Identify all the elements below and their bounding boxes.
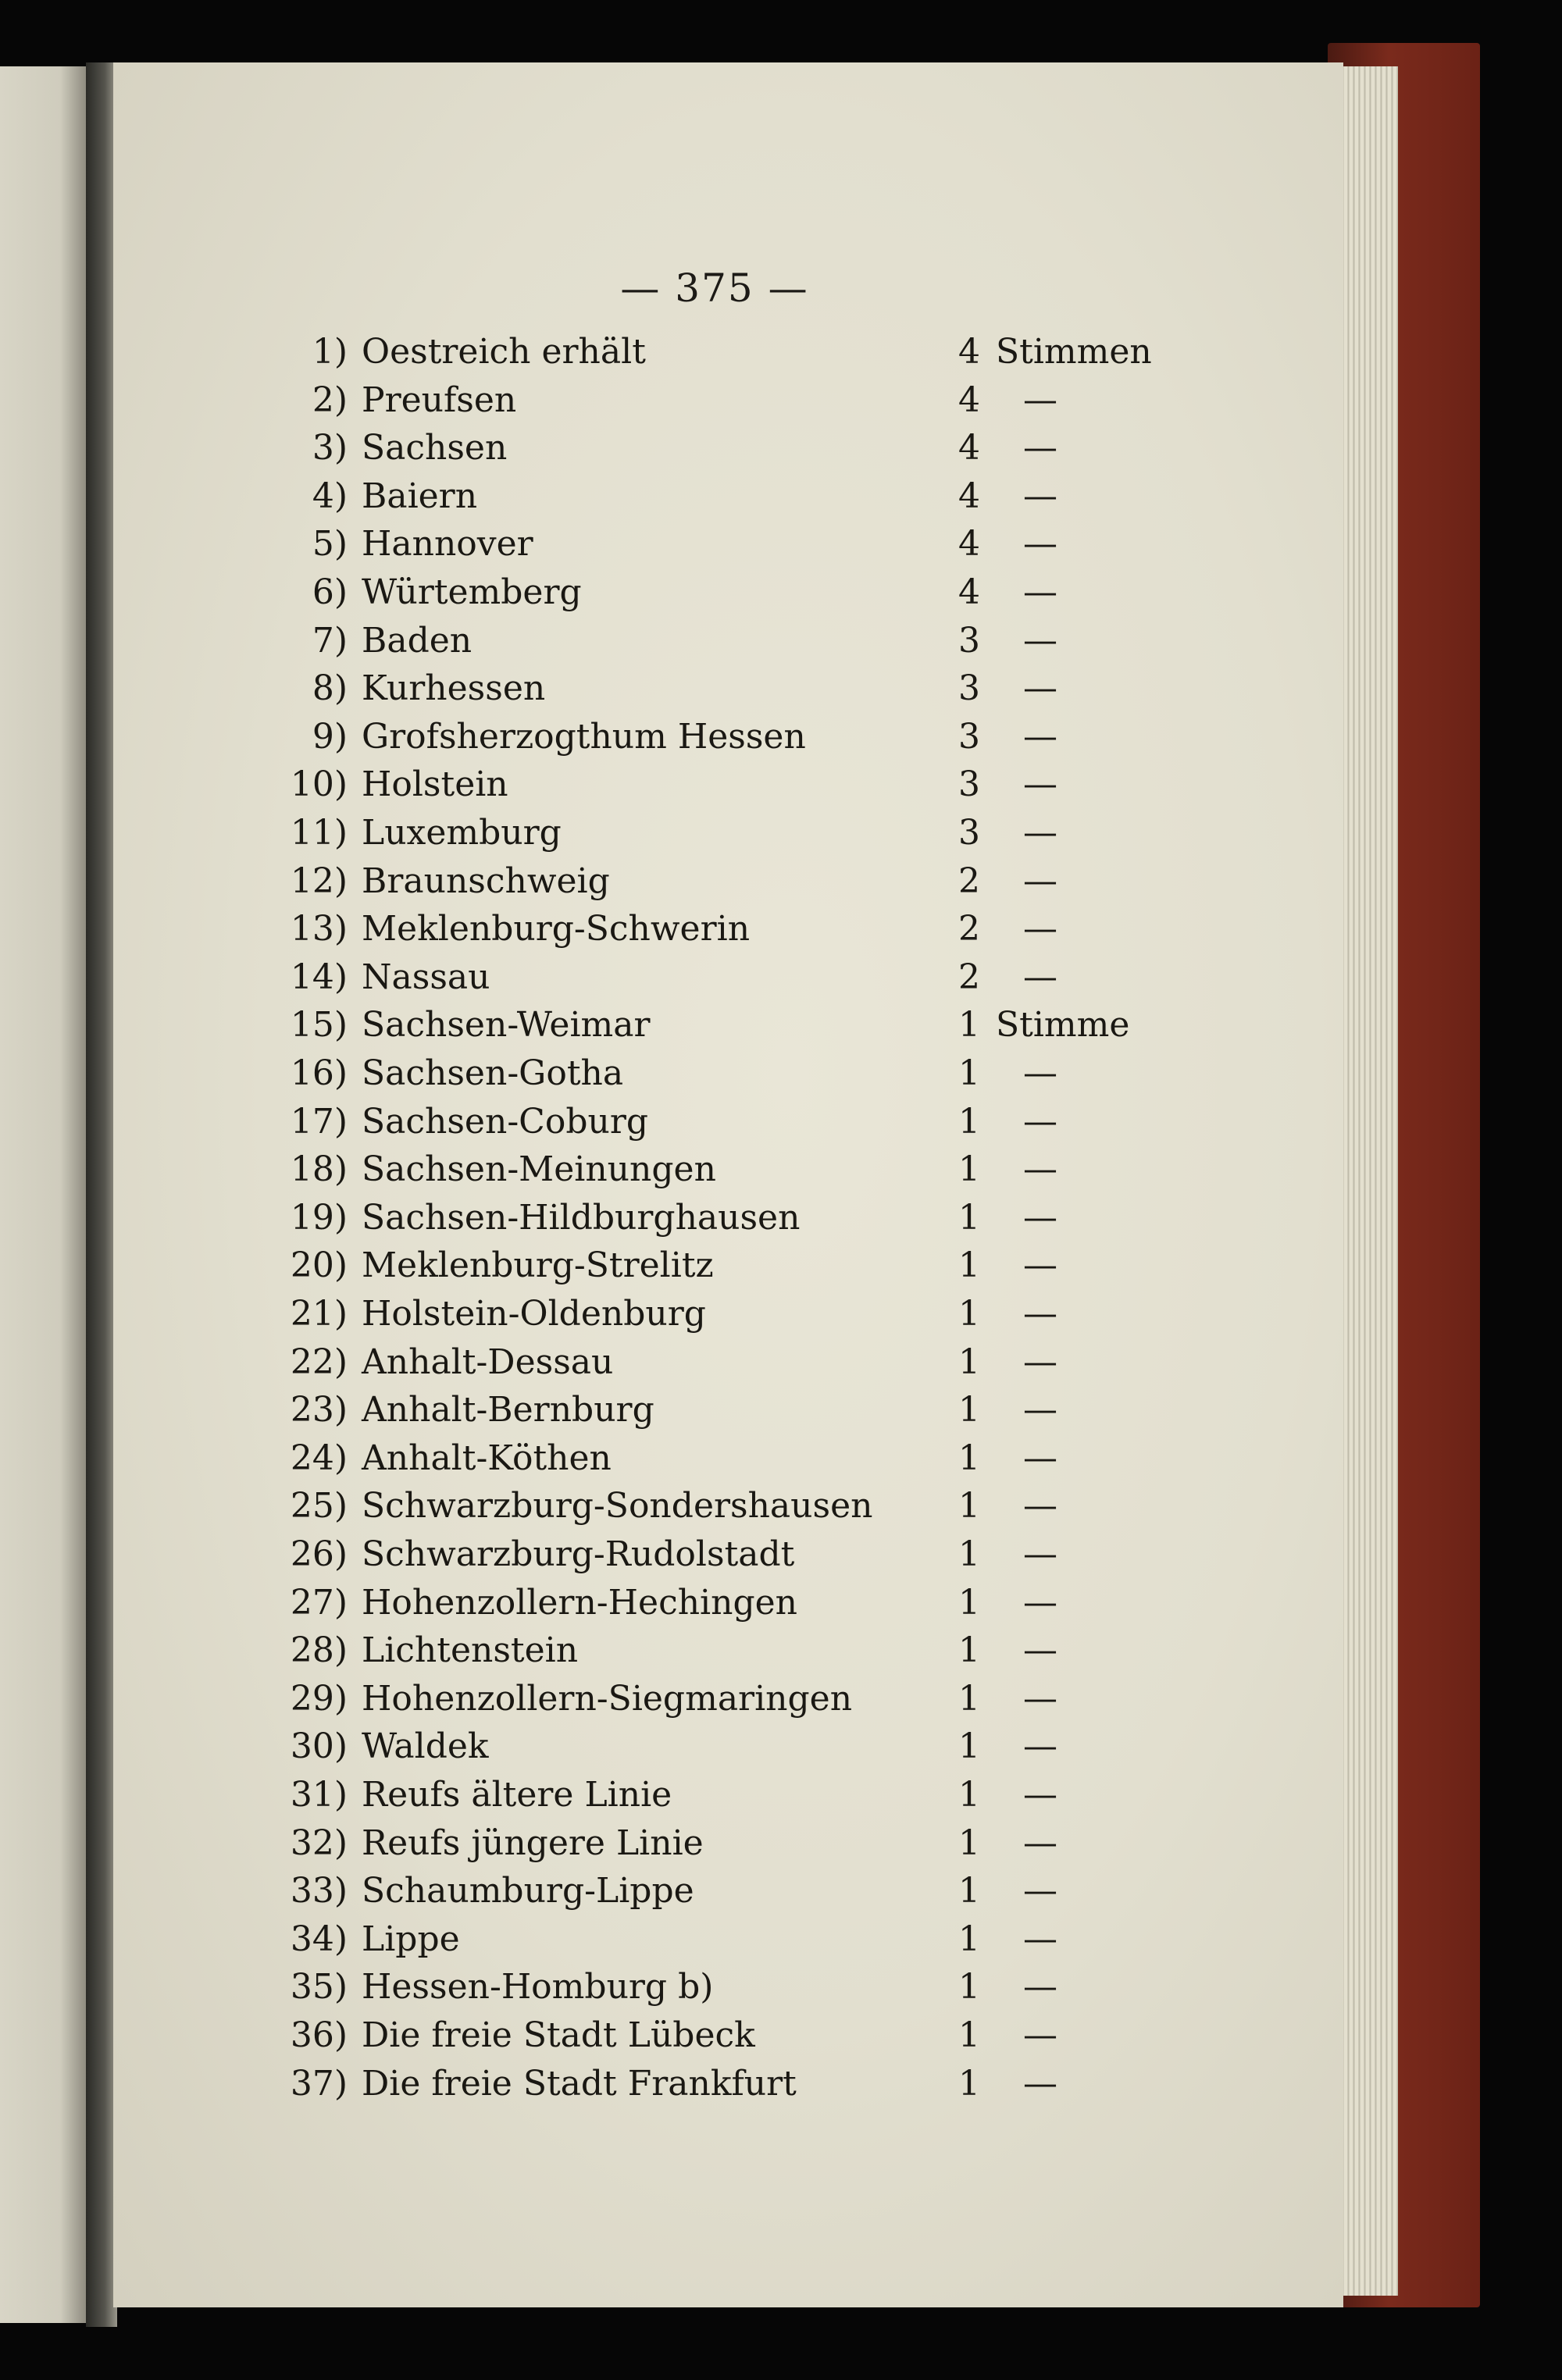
entry-number: 16) bbox=[290, 1053, 348, 1093]
entry-number: 22) bbox=[290, 1341, 348, 1382]
list-item bbox=[113, 1819, 1343, 1868]
vote-count: 1 bbox=[958, 1486, 980, 1527]
entry-number: 8) bbox=[312, 668, 348, 709]
vote-unit: — bbox=[1023, 1197, 1057, 1238]
vote-unit: — bbox=[1023, 860, 1057, 901]
vote-unit: — bbox=[1023, 2063, 1057, 2104]
list-item bbox=[113, 568, 1343, 617]
left-page-edge bbox=[0, 66, 86, 2323]
list-item bbox=[113, 1338, 1343, 1387]
vote-count: 3 bbox=[958, 813, 980, 853]
vote-count: 1 bbox=[958, 1341, 980, 1382]
vote-unit: — bbox=[1023, 668, 1057, 709]
state-name: Holstein bbox=[362, 764, 508, 805]
state-name: Reufs ältere Linie bbox=[362, 1775, 672, 1815]
vote-unit: — bbox=[1023, 909, 1057, 950]
list-item bbox=[113, 1626, 1343, 1675]
list-item bbox=[113, 2060, 1343, 2108]
list-item bbox=[113, 1290, 1343, 1338]
list-item bbox=[113, 2011, 1343, 2060]
vote-unit: — bbox=[1023, 957, 1057, 997]
state-name: Sachsen-Meinungen bbox=[362, 1149, 716, 1190]
state-name: Sachsen-Weimar bbox=[362, 1005, 651, 1046]
entry-number: 19) bbox=[290, 1197, 348, 1238]
vote-count: 1 bbox=[958, 1245, 980, 1286]
state-name: Holstein-Oldenburg bbox=[362, 1294, 706, 1334]
list-item bbox=[113, 1530, 1343, 1579]
list-item bbox=[113, 472, 1343, 521]
vote-count: 3 bbox=[958, 620, 980, 661]
state-name: Nassau bbox=[362, 957, 490, 997]
vote-count: 1 bbox=[958, 1871, 980, 1911]
vote-unit: Stimmen bbox=[996, 332, 1152, 372]
list-item bbox=[113, 664, 1343, 713]
state-name: Reufs jüngere Linie bbox=[362, 1822, 704, 1863]
list-item bbox=[113, 1145, 1343, 1194]
vote-count: 1 bbox=[958, 1775, 980, 1815]
state-name: Luxemburg bbox=[362, 813, 562, 853]
state-name: Sachsen-Hildburghausen bbox=[362, 1197, 801, 1238]
list-item bbox=[113, 1579, 1343, 1627]
entry-number: 17) bbox=[290, 1101, 348, 1142]
state-name: Preufsen bbox=[362, 379, 517, 420]
vote-count: 4 bbox=[958, 524, 980, 565]
entry-number: 31) bbox=[290, 1775, 348, 1815]
list-item bbox=[113, 1386, 1343, 1434]
state-name: Lichtenstein bbox=[362, 1630, 579, 1671]
entry-number: 13) bbox=[290, 909, 348, 950]
state-name: Schwarzburg-Rudolstadt bbox=[362, 1534, 795, 1574]
vote-count: 4 bbox=[958, 332, 980, 372]
entry-number: 33) bbox=[290, 1871, 348, 1911]
entry-number: 28) bbox=[290, 1630, 348, 1671]
vote-count: 1 bbox=[958, 1053, 980, 1093]
vote-unit: — bbox=[1023, 764, 1057, 805]
state-name: Würtemberg bbox=[362, 572, 582, 612]
vote-count: 1 bbox=[958, 1438, 980, 1478]
list-item bbox=[113, 905, 1343, 953]
entry-number: 34) bbox=[290, 1919, 348, 1959]
entry-number: 27) bbox=[290, 1582, 348, 1623]
list-item bbox=[113, 857, 1343, 906]
state-name: Sachsen-Gotha bbox=[362, 1053, 624, 1093]
state-name: Sachsen-Coburg bbox=[362, 1101, 649, 1142]
entry-number: 3) bbox=[312, 428, 348, 469]
list-item bbox=[113, 1963, 1343, 2011]
state-name: Hohenzollern-Hechingen bbox=[362, 1582, 798, 1623]
vote-count: 1 bbox=[958, 1967, 980, 2008]
vote-unit: — bbox=[1023, 716, 1057, 757]
list-item bbox=[113, 1194, 1343, 1242]
vote-unit: — bbox=[1023, 1582, 1057, 1623]
entry-number: 1) bbox=[312, 332, 348, 372]
vote-count: 4 bbox=[958, 572, 980, 612]
entry-number: 4) bbox=[312, 476, 348, 516]
list-item bbox=[113, 1915, 1343, 1964]
vote-unit: — bbox=[1023, 1871, 1057, 1911]
state-name: Schaumburg-Lippe bbox=[362, 1871, 694, 1911]
book-gutter bbox=[86, 62, 117, 2327]
vote-count: 1 bbox=[958, 1197, 980, 1238]
vote-unit: — bbox=[1023, 1534, 1057, 1574]
page-number: — 375 — bbox=[620, 265, 809, 311]
state-name: Lippe bbox=[362, 1919, 460, 1959]
entry-number: 2) bbox=[312, 379, 348, 420]
list-item bbox=[113, 328, 1343, 376]
state-name: Baiern bbox=[362, 476, 478, 516]
entry-number: 20) bbox=[290, 1245, 348, 1286]
vote-count: 2 bbox=[958, 957, 980, 997]
entry-number: 9) bbox=[312, 716, 348, 757]
state-name: Meklenburg-Strelitz bbox=[362, 1245, 714, 1286]
vote-unit: — bbox=[1023, 1486, 1057, 1527]
vote-unit: — bbox=[1023, 1149, 1057, 1190]
state-name: Grofsherzogthum Hessen bbox=[362, 716, 806, 757]
vote-unit: — bbox=[1023, 379, 1057, 420]
vote-unit: — bbox=[1023, 1438, 1057, 1478]
state-name: Die freie Stadt Frankfurt bbox=[362, 2063, 797, 2104]
list-item bbox=[113, 1242, 1343, 1290]
list-item bbox=[113, 1771, 1343, 1819]
state-name: Schwarzburg-Sondershausen bbox=[362, 1486, 873, 1527]
vote-unit: — bbox=[1023, 1919, 1057, 1959]
state-name: Anhalt-Köthen bbox=[362, 1438, 612, 1478]
vote-count: 1 bbox=[958, 1630, 980, 1671]
entry-number: 5) bbox=[312, 524, 348, 565]
vote-unit: — bbox=[1023, 1630, 1057, 1671]
state-name: Anhalt-Dessau bbox=[362, 1341, 614, 1382]
vote-count: 1 bbox=[958, 2063, 980, 2104]
list-item bbox=[113, 520, 1343, 568]
vote-unit: — bbox=[1023, 476, 1057, 516]
entry-number: 29) bbox=[290, 1678, 348, 1719]
vote-count: 1 bbox=[958, 1005, 980, 1046]
state-name: Kurhessen bbox=[362, 668, 546, 709]
list-item bbox=[113, 1434, 1343, 1483]
list-item bbox=[113, 1001, 1343, 1049]
vote-unit: — bbox=[1023, 2015, 1057, 2055]
entry-number: 14) bbox=[290, 957, 348, 997]
list-item bbox=[113, 1867, 1343, 1915]
vote-unit: — bbox=[1023, 572, 1057, 612]
vote-unit: — bbox=[1023, 428, 1057, 469]
vote-unit: — bbox=[1023, 1967, 1057, 2008]
list-item bbox=[113, 424, 1343, 472]
state-name: Braunschweig bbox=[362, 860, 610, 901]
vote-count: 3 bbox=[958, 764, 980, 805]
vote-unit: — bbox=[1023, 1678, 1057, 1719]
vote-count: 3 bbox=[958, 716, 980, 757]
entry-number: 12) bbox=[290, 860, 348, 901]
state-name: Hannover bbox=[362, 524, 533, 565]
state-name: Hessen-Homburg b) bbox=[362, 1967, 714, 2008]
entry-number: 25) bbox=[290, 1486, 348, 1527]
vote-unit: — bbox=[1023, 524, 1057, 565]
vote-unit: — bbox=[1023, 1726, 1057, 1767]
vote-count: 1 bbox=[958, 1678, 980, 1719]
entry-number: 26) bbox=[290, 1534, 348, 1574]
entry-number: 18) bbox=[290, 1149, 348, 1190]
state-name: Anhalt-Bernburg bbox=[362, 1390, 654, 1430]
state-name: Waldek bbox=[362, 1726, 489, 1767]
book-page bbox=[113, 62, 1343, 2307]
vote-count: 4 bbox=[958, 428, 980, 469]
list-item bbox=[113, 713, 1343, 761]
entry-number: 15) bbox=[290, 1005, 348, 1046]
vote-count: 1 bbox=[958, 1294, 980, 1334]
vote-unit: — bbox=[1023, 1390, 1057, 1430]
list-item bbox=[113, 761, 1343, 809]
list-item bbox=[113, 953, 1343, 1002]
entry-number: 11) bbox=[290, 813, 348, 853]
vote-count: 4 bbox=[958, 476, 980, 516]
state-name: Meklenburg-Schwerin bbox=[362, 909, 751, 950]
entry-number: 32) bbox=[290, 1822, 348, 1863]
entry-number: 24) bbox=[290, 1438, 348, 1478]
vote-count: 4 bbox=[958, 379, 980, 420]
list-item bbox=[113, 617, 1343, 665]
state-name: Baden bbox=[362, 620, 473, 661]
entry-number: 37) bbox=[290, 2063, 348, 2104]
vote-unit: — bbox=[1023, 1822, 1057, 1863]
vote-count: 1 bbox=[958, 1390, 980, 1430]
entry-number: 10) bbox=[290, 764, 348, 805]
entry-number: 7) bbox=[312, 620, 348, 661]
vote-unit: — bbox=[1023, 1341, 1057, 1382]
vote-count: 2 bbox=[958, 909, 980, 950]
state-name: Sachsen bbox=[362, 428, 508, 469]
vote-unit: — bbox=[1023, 1775, 1057, 1815]
vote-unit: — bbox=[1023, 1101, 1057, 1142]
vote-count: 1 bbox=[958, 1726, 980, 1767]
vote-count: 1 bbox=[958, 1582, 980, 1623]
state-name: Hohenzollern-Siegmaringen bbox=[362, 1678, 853, 1719]
vote-count: 3 bbox=[958, 668, 980, 709]
entry-number: 35) bbox=[290, 1967, 348, 2008]
list-item bbox=[113, 1482, 1343, 1530]
list-item bbox=[113, 1049, 1343, 1098]
list-item bbox=[113, 376, 1343, 425]
vote-count: 1 bbox=[958, 1822, 980, 1863]
entry-number: 21) bbox=[290, 1294, 348, 1334]
vote-count: 1 bbox=[958, 2015, 980, 2055]
entry-number: 6) bbox=[312, 572, 348, 612]
vote-count: 1 bbox=[958, 1149, 980, 1190]
list-item bbox=[113, 809, 1343, 857]
vote-unit: — bbox=[1023, 1294, 1057, 1334]
vote-unit: — bbox=[1023, 1053, 1057, 1093]
list-item bbox=[113, 1098, 1343, 1146]
vote-unit: Stimme bbox=[996, 1005, 1130, 1046]
vote-count: 2 bbox=[958, 860, 980, 901]
list-item bbox=[113, 1723, 1343, 1771]
vote-unit: — bbox=[1023, 620, 1057, 661]
state-name: Die freie Stadt Lübeck bbox=[362, 2015, 755, 2055]
entry-number: 23) bbox=[290, 1390, 348, 1430]
vote-unit: — bbox=[1023, 1245, 1057, 1286]
vote-count: 1 bbox=[958, 1101, 980, 1142]
vote-unit: — bbox=[1023, 813, 1057, 853]
list-item bbox=[113, 1675, 1343, 1723]
vote-count: 1 bbox=[958, 1919, 980, 1959]
entry-number: 36) bbox=[290, 2015, 348, 2055]
vote-count: 1 bbox=[958, 1534, 980, 1574]
entry-number: 30) bbox=[290, 1726, 348, 1767]
state-name: Oestreich erhält bbox=[362, 332, 646, 372]
